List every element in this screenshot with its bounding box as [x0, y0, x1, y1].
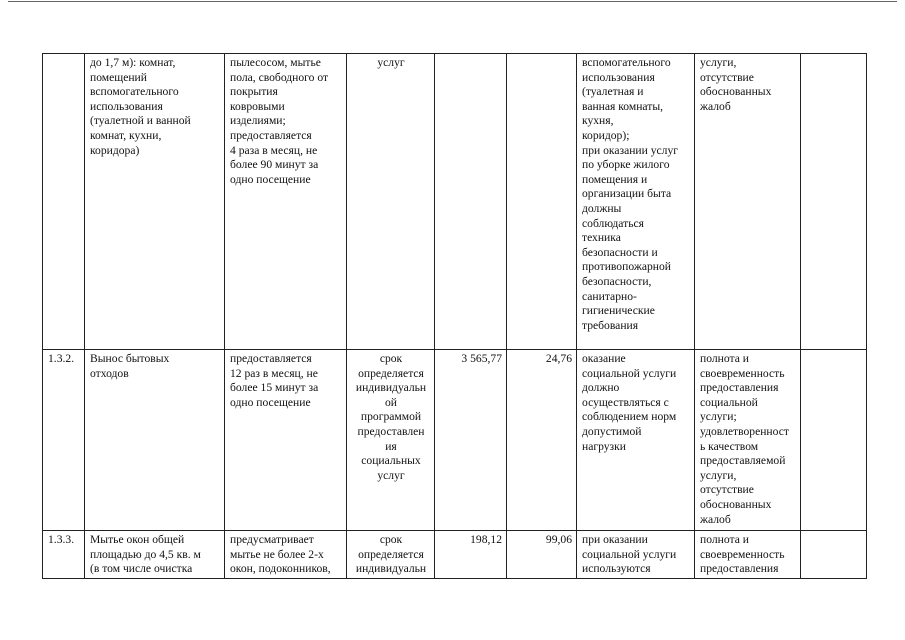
cell-price: 3 565,77 [435, 350, 507, 531]
table-row [43, 531, 867, 579]
cell-service-name: Мытье окон общей площадью до 4,5 кв. м (в том числе очистка [85, 531, 225, 579]
cell-conditions: при оказании социальной услуги используются [577, 531, 695, 579]
services-table [42, 53, 867, 579]
cell-extra [801, 531, 867, 579]
cell-price: 198,12 [435, 531, 507, 579]
cell-quality: услуги, отсутствие обоснованных жалоб [695, 54, 801, 350]
cell-extra [801, 54, 867, 350]
cell-rate: 24,76 [507, 350, 577, 531]
cell-service-name: до 1,7 м): комнат, помещений вспомогательного использования (туалетной и ванной комнат, кухни, коридора) [85, 54, 225, 350]
cell-quality: полнота и своевременность предоставления [695, 531, 801, 579]
cell-description: предоставляется 12 раз в месяц, не более 15 минут за одно посещение [225, 350, 347, 531]
cell-term: срок определяется индивидуальн ой программой предоставлен ия социальных услуг [347, 350, 435, 531]
cell-extra [801, 350, 867, 531]
cell-rate: 99,06 [507, 531, 577, 579]
cell-number: 1.3.2. [43, 350, 85, 531]
cell-conditions: оказание социальной услуги должно осуществляться с соблюдением норм допустимой нагрузки [577, 350, 695, 531]
page-top-border [8, 1, 897, 2]
table-row [43, 54, 867, 350]
cell-number: 1.3.3. [43, 531, 85, 579]
cell-term: услуг [347, 54, 435, 350]
cell-conditions: вспомогательного использования (туалетная и ванная комнаты, кухня, коридор); при оказании услуг по уборке жилого помещения и организации быта должны соблюдаться техника безопасности и противопожарной безопасности, санитарно- гигиенические требования [577, 54, 695, 350]
cell-number [43, 54, 85, 350]
cell-quality: полнота и своевременность предоставления социальной услуги; удовлетворенност ь качеством предоставляемой услуги, отсутствие обоснованных жалоб [695, 350, 801, 531]
cell-term: срок определяется индивидуальн [347, 531, 435, 579]
cell-description: пылесосом, мытье пола, свободного от покрытия ковровыми изделиями; предоставляется 4 раза в месяц, не более 90 минут за одно посещение [225, 54, 347, 350]
cell-price [435, 54, 507, 350]
cell-rate [507, 54, 577, 350]
cell-description: предусматривает мытье не более 2-х окон, подоконников, [225, 531, 347, 579]
table-row [43, 350, 867, 531]
cell-service-name: Вынос бытовых отходов [85, 350, 225, 531]
